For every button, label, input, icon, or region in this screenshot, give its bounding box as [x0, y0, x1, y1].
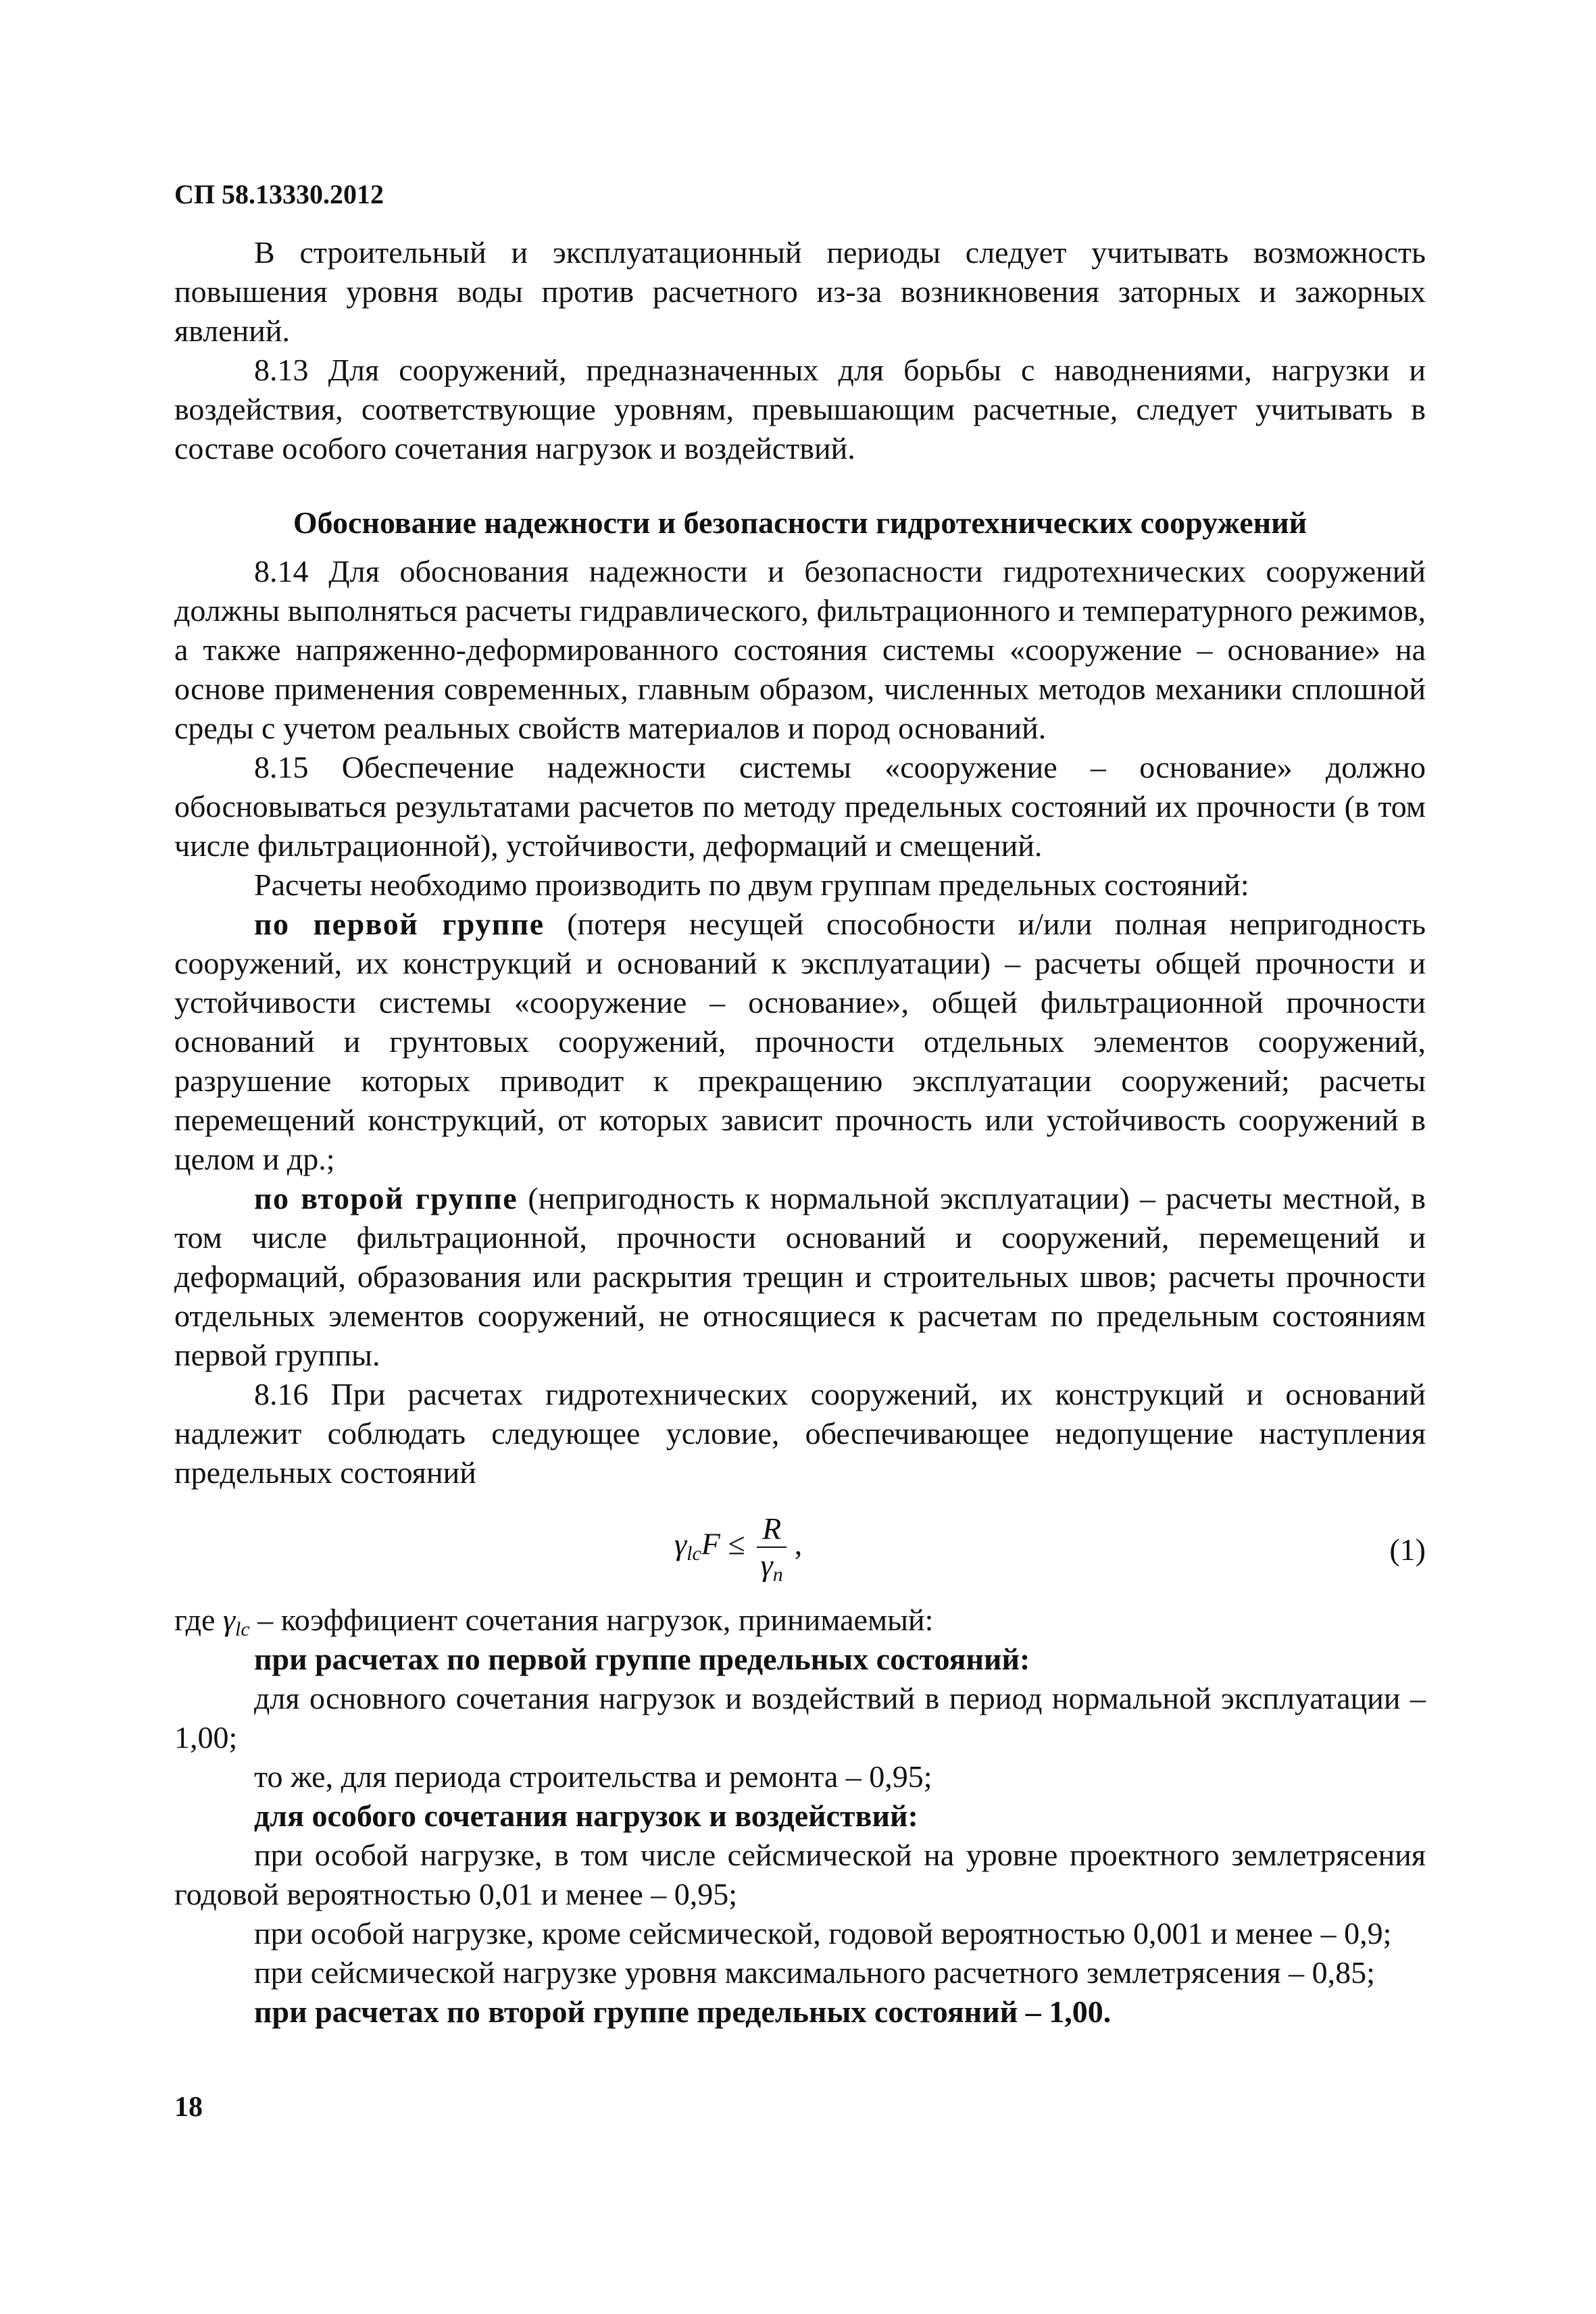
group2-value: – 1,00.	[1018, 1994, 1112, 2029]
paragraph-water-level: В строительный и эксплуатационный периоды следует учитывать возможность повышения уровня воды против расчетного из-за возникновения заторных и зажорных явлений.	[174, 235, 1426, 348]
page-number: 18	[174, 2092, 203, 2123]
paragraph-8-15: 8.15 Обеспечение надежности системы «сооружение – основание» должно обосновываться результатами расчетов по методу предельных состояний их прочности (в том числе фильтрационной), устойчивости, деформаций и смещений.	[174, 750, 1426, 863]
formula-denominator: $\gamma_n$	[760, 1548, 783, 1586]
formula-leq: ≤	[720, 1526, 745, 1561]
formula-numerator: R	[757, 1511, 787, 1548]
special-item-max-earthquake: при сейсмической нагрузке уровня максимального расчетного землетрясения – 0,85;	[254, 1955, 1375, 1990]
group2-label: при расчетах по второй группе предельных состояний	[254, 1994, 1018, 2029]
paragraph-8-16: 8.16 При расчетах гидротехнических сооружений, их конструкций и оснований надлежит соблюдать следующее условие, обеспечивающее недопущение наступления предельных состояний	[174, 1377, 1426, 1490]
where-gamma-symbol: $\gamma_{lc}$	[222, 1603, 250, 1640]
formula-F: F	[701, 1526, 720, 1561]
paragraph-where: где $\gamma_{lc}$ – коэффициент сочетания нагрузок, принимаемый:	[174, 1603, 934, 1640]
special-combination-heading: для особого сочетания нагрузок и воздействий:	[254, 1799, 918, 1833]
paragraph-8-13: 8.13 Для сооружений, предназначенных для борьбы с наводнениями, нагрузки и воздействия, соответствующие уровням, превышающим расчетные, следует учитывать в составе особого сочетания нагрузок и воздействий.	[174, 353, 1426, 466]
section-heading: Обоснование надежности и безопасности гидротехнических сооружений	[293, 505, 1307, 540]
formula-comma: ,	[787, 1526, 803, 1561]
paragraph-first-group	[174, 905, 1426, 1179]
second-group-text: (непригодность к нормальной эксплуатации) – расчеты местной, в том числе фильтрационной, прочности оснований и сооружений, перемещений и деформаций, образования или раскрытия трещин и строительных швов; расчеты прочности отдельных элементов сооружений, не относящиеся к расчетам по предельным состояниям первой группы.	[174, 1181, 1426, 1372]
formula-expression	[674, 1511, 803, 1586]
special-item-seismic: при особой нагрузке, в том числе сейсмической на уровне проектного землетрясения годовой вероятностью 0,01 и менее – 0,95;	[174, 1838, 1426, 1911]
group2-line	[174, 1992, 1426, 2032]
formula-fraction	[757, 1511, 787, 1586]
page-content	[174, 233, 1426, 2032]
group1-item-normal: для основного сочетания нагрузок и воздействий в период нормальной эксплуатации – 1,00;	[174, 1681, 1426, 1755]
paragraph-8-14: 8.14 Для обоснования надежности и безопасности гидротехнических сооружений должны выполняться расчеты гидравлического, фильтрационного и температурного режимов, а также напряженно-деформированного состояния системы «сооружение – основание» на основе применения современных, главным образом, численных методов механики сплошной среды с учетом реальных свойств материалов и пород оснований.	[174, 554, 1426, 745]
group1-item-construction: то же, для периода строительства и ремонта – 0,95;	[254, 1759, 932, 1794]
first-group-text: (потеря несущей способности и/или полная непригодность сооружений, их конструкций и оснований к эксплуатации) – расчеты общей прочности и устойчивости системы «сооружение – основание», общей фильтрационной прочности оснований и грунтовых сооружений, прочности отдельных элементов сооружений, разрушение которых приводит к прекращению эксплуатации сооружений; расчеты перемещений конструкций, от которых зависит прочность или устойчивость сооружений в целом и др.;	[174, 907, 1426, 1176]
first-group-label: по первой группе	[254, 907, 545, 941]
second-group-label: по второй группе	[254, 1181, 518, 1215]
document-code-header: СП 58.13330.2012	[174, 179, 384, 209]
paragraph-groups-intro: Расчеты необходимо производить по двум группам предельных состояний:	[254, 867, 1249, 902]
formula-1	[174, 1496, 1426, 1598]
special-item-non-seismic: при особой нагрузке, кроме сейсмической, годовой вероятностью 0,001 и менее – 0,9;	[254, 1916, 1392, 1951]
formula-number: (1)	[1389, 1532, 1426, 1567]
group1-heading: при расчетах по первой группе предельных состояний:	[254, 1642, 1030, 1676]
formula-gamma-lc: $\gamma_{lc}$	[674, 1526, 701, 1565]
paragraph-second-group	[174, 1179, 1426, 1375]
